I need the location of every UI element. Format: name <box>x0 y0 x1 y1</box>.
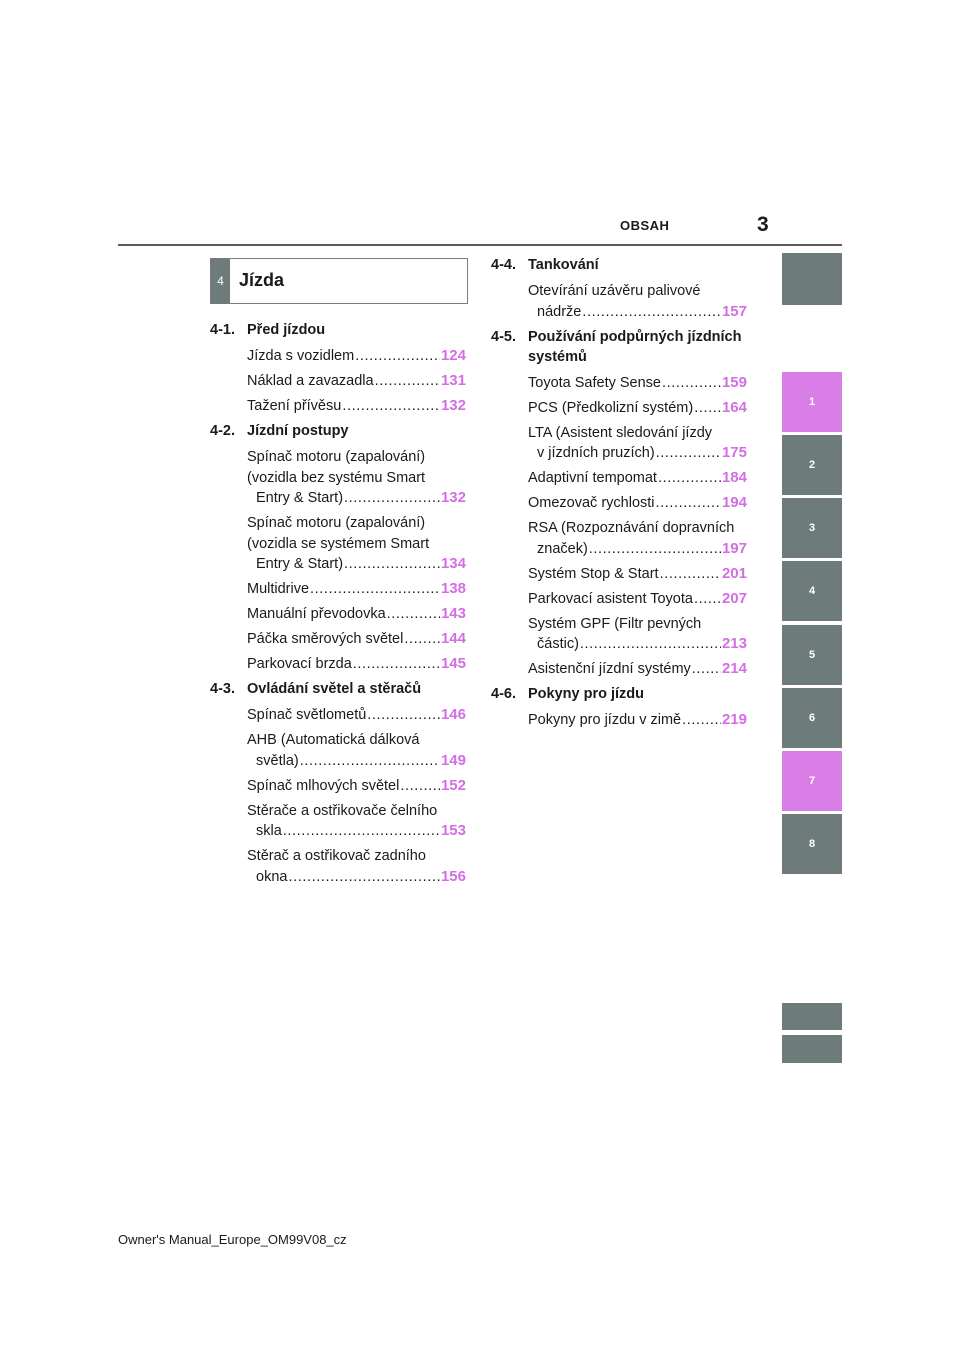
toc-entry-text: Manuální převodovka <box>247 606 386 622</box>
toc-entry[interactable] <box>528 423 747 464</box>
toc-entry[interactable] <box>528 589 747 610</box>
toc-entry-text: Parkovací asistent Toyota <box>528 590 693 607</box>
toc-entry-text: Omezovač rychlosti <box>528 495 655 511</box>
dot-leader <box>367 705 440 726</box>
dot-leader <box>694 589 721 610</box>
section-title: Jízda <box>239 270 285 290</box>
page-link[interactable]: 214 <box>721 660 747 677</box>
dot-leader <box>344 554 440 575</box>
subsection-title: Před jízdou <box>247 322 326 338</box>
dot-leader <box>404 629 440 650</box>
page-link[interactable]: 219 <box>721 711 747 728</box>
toc-entry-text: (vozidla bez systému Smart <box>247 469 426 486</box>
page-link[interactable]: 194 <box>721 494 747 511</box>
toc-entry[interactable] <box>247 705 466 726</box>
page-link[interactable]: 153 <box>440 822 466 839</box>
page-link[interactable]: 134 <box>440 555 466 572</box>
toc-subsection-heading <box>491 327 747 367</box>
toc-entry-text: Tažení přívěsu <box>247 398 342 414</box>
chapter-tab-7[interactable]: 7 <box>782 751 842 811</box>
page-link[interactable]: 159 <box>721 373 747 391</box>
subsection-number: 4-3. <box>210 681 235 697</box>
dot-leader <box>694 398 721 419</box>
chapter-tab-blank[interactable] <box>782 1003 842 1030</box>
toc-entry-text: Asistenční jízdní systémy <box>528 661 691 677</box>
dot-leader <box>589 539 721 560</box>
chapter-tab-3[interactable]: 3 <box>782 498 842 558</box>
toc-entry-text: částic) <box>537 636 579 652</box>
toc-entry-text: značek) <box>537 540 588 557</box>
page-link[interactable]: 138 <box>440 580 466 597</box>
page-link[interactable]: 143 <box>440 605 466 622</box>
toc-entry-text: Entry & Start) <box>256 490 344 506</box>
dot-leader <box>344 488 440 509</box>
toc-subsection-heading <box>491 684 747 704</box>
toc-entry[interactable] <box>247 346 466 367</box>
toc-entry[interactable] <box>528 493 747 514</box>
toc-entry-text: v jízdních pruzích) <box>537 445 655 461</box>
dot-leader <box>682 710 721 731</box>
page-link[interactable]: 201 <box>721 564 747 582</box>
toc-entry[interactable] <box>528 281 747 322</box>
toc-entry-text: Stěrač a ostřikovač zadního <box>247 848 426 864</box>
toc-entry-text: Toyota Safety Sense <box>528 374 661 391</box>
page-link[interactable]: 156 <box>440 867 466 885</box>
page-link[interactable]: 124 <box>440 347 466 364</box>
dot-leader <box>283 821 440 842</box>
toc-entry-text: Adaptivní tempomat <box>528 470 657 486</box>
toc-left-column <box>210 320 466 892</box>
toc-entry-text: Multidrive <box>247 581 310 597</box>
dot-leader <box>662 373 721 394</box>
toc-entry-text: Stěrače a ostřikovače čelního <box>247 802 438 819</box>
toc-entry-text: Spínač mlhových světel <box>247 777 400 794</box>
dot-leader <box>660 564 721 585</box>
page-link[interactable]: 146 <box>440 706 466 723</box>
toc-entry-text: Spínač motoru (zapalování) <box>247 515 426 531</box>
dot-leader <box>342 396 440 417</box>
dot-leader <box>310 579 440 600</box>
dot-leader <box>400 776 440 797</box>
dot-leader <box>656 493 721 514</box>
chapter-tab-4[interactable]: 4 <box>782 561 842 621</box>
toc-entry-text: skla <box>256 823 282 839</box>
toc-entry-text: Spínač světlometů <box>247 707 367 723</box>
toc-entry[interactable] <box>247 846 466 887</box>
toc-entry-text: Pokyny pro jízdu v zimě <box>528 712 682 728</box>
toc-entry-text: Otevírání uzávěru palivové <box>528 283 701 299</box>
toc-entry[interactable] <box>528 518 747 559</box>
toc-entry[interactable] <box>528 564 747 585</box>
page-link[interactable]: 207 <box>721 589 747 607</box>
dot-leader <box>580 634 721 655</box>
toc-entry[interactable] <box>528 614 747 655</box>
toc-entry-text: Systém Stop & Start <box>528 565 659 582</box>
page-link[interactable]: 157 <box>721 302 747 320</box>
dot-leader <box>288 867 440 888</box>
toc-entry-text: Náklad a zavazadla <box>247 373 374 389</box>
toc-entry-text: Jízda s vozidlem <box>247 348 355 364</box>
subsection-number: 4-1. <box>210 322 235 338</box>
toc-entry-text: Parkovací brzda <box>247 656 352 672</box>
toc-entry[interactable] <box>247 447 466 509</box>
page-link[interactable]: 164 <box>721 398 747 416</box>
dot-leader <box>353 654 440 675</box>
subsection-number: 4-6. <box>491 686 516 702</box>
subsection-title: Pokyny pro jízdu <box>528 686 645 702</box>
toc-entry[interactable] <box>528 468 747 489</box>
toc-entry[interactable] <box>247 579 466 600</box>
chapter-tab-5[interactable]: 5 <box>782 625 842 685</box>
toc-subsection-heading <box>491 255 747 275</box>
dot-leader <box>692 659 721 680</box>
toc-entry[interactable] <box>247 776 466 797</box>
toc-entry-text: PCS (Předkolizní systém) <box>528 399 694 416</box>
subsection-title: Tankování <box>528 257 599 273</box>
toc-entry[interactable] <box>247 604 466 625</box>
toc-entry[interactable] <box>247 513 466 575</box>
subsection-number: 4-5. <box>491 328 516 345</box>
toc-entry[interactable] <box>528 659 747 680</box>
page-link[interactable]: 184 <box>721 469 747 486</box>
page-link[interactable]: 175 <box>721 444 747 461</box>
header-title: OBSAH <box>620 218 670 233</box>
toc-entry-text: Entry & Start) <box>256 556 344 572</box>
toc-entry-text: Spínač motoru (zapalování) <box>247 449 426 465</box>
dot-leader <box>300 751 440 772</box>
toc-entry[interactable] <box>247 654 466 675</box>
dot-leader <box>387 604 440 625</box>
page-link[interactable]: 152 <box>440 776 466 794</box>
toc-entry-text: RSA (Rozpoznávání dopravních <box>528 520 735 536</box>
dot-leader <box>656 443 721 464</box>
subsection-title: Jízdní postupy <box>247 423 349 439</box>
page-link[interactable]: 149 <box>440 751 466 769</box>
toc-entry[interactable] <box>247 730 466 771</box>
toc-subsection-heading <box>210 320 466 340</box>
toc-entry-text: světla) <box>256 752 299 769</box>
toc-entry-text: Systém GPF (Filtr pevných <box>528 615 702 632</box>
page-link[interactable]: 132 <box>440 489 466 506</box>
toc-entry[interactable] <box>528 373 747 394</box>
toc-entry[interactable] <box>247 629 466 650</box>
section-number: 4 <box>211 259 230 303</box>
page-link[interactable]: 131 <box>440 372 466 389</box>
dot-leader <box>658 468 721 489</box>
page-link[interactable]: 145 <box>440 655 466 672</box>
toc-entry-text: AHB (Automatická dálková <box>247 732 420 748</box>
chapter-tab-6[interactable]: 6 <box>782 688 842 748</box>
dot-leader <box>355 346 440 367</box>
chapter-tab-2[interactable]: 2 <box>782 435 842 495</box>
footer-text: Owner's Manual_Europe_OM99V08_cz <box>118 1232 347 1247</box>
subsection-title: Používání podpůrných jízdních systémů <box>528 328 742 365</box>
section-header <box>210 258 468 304</box>
toc-entry-text: (vozidla se systémem Smart <box>247 535 430 552</box>
toc-entry[interactable] <box>247 396 466 417</box>
page-number: 3 <box>757 213 769 236</box>
subsection-number: 4-4. <box>491 257 516 273</box>
page-link[interactable]: 144 <box>440 630 466 647</box>
page-link[interactable]: 213 <box>721 635 747 652</box>
toc-entry-text: LTA (Asistent sledování jízdy <box>528 424 713 441</box>
subsection-title: Ovládání světel a stěračů <box>247 681 422 697</box>
subsection-number: 4-2. <box>210 423 235 439</box>
dot-leader <box>582 302 721 323</box>
header-divider <box>118 244 842 246</box>
toc-subsection-heading <box>210 421 466 441</box>
page-link[interactable]: 197 <box>721 539 747 557</box>
toc-entry[interactable] <box>528 710 747 731</box>
chapter-tab-blank[interactable] <box>782 253 842 305</box>
chapter-tab-blank[interactable] <box>782 1035 842 1063</box>
toc-entry[interactable] <box>247 371 466 392</box>
toc-entry-text: Páčka směrových světel <box>247 631 404 647</box>
chapter-tab-8[interactable]: 8 <box>782 814 842 874</box>
toc-entry-text: nádrže <box>537 303 582 320</box>
chapter-tab-1[interactable]: 1 <box>782 372 842 432</box>
toc-entry[interactable] <box>247 801 466 842</box>
toc-right-column <box>491 255 747 735</box>
page-link[interactable]: 132 <box>440 397 466 414</box>
toc-entry[interactable] <box>528 398 747 419</box>
toc-subsection-heading <box>210 679 466 699</box>
toc-entry-text: okna <box>256 868 288 885</box>
dot-leader <box>375 371 440 392</box>
